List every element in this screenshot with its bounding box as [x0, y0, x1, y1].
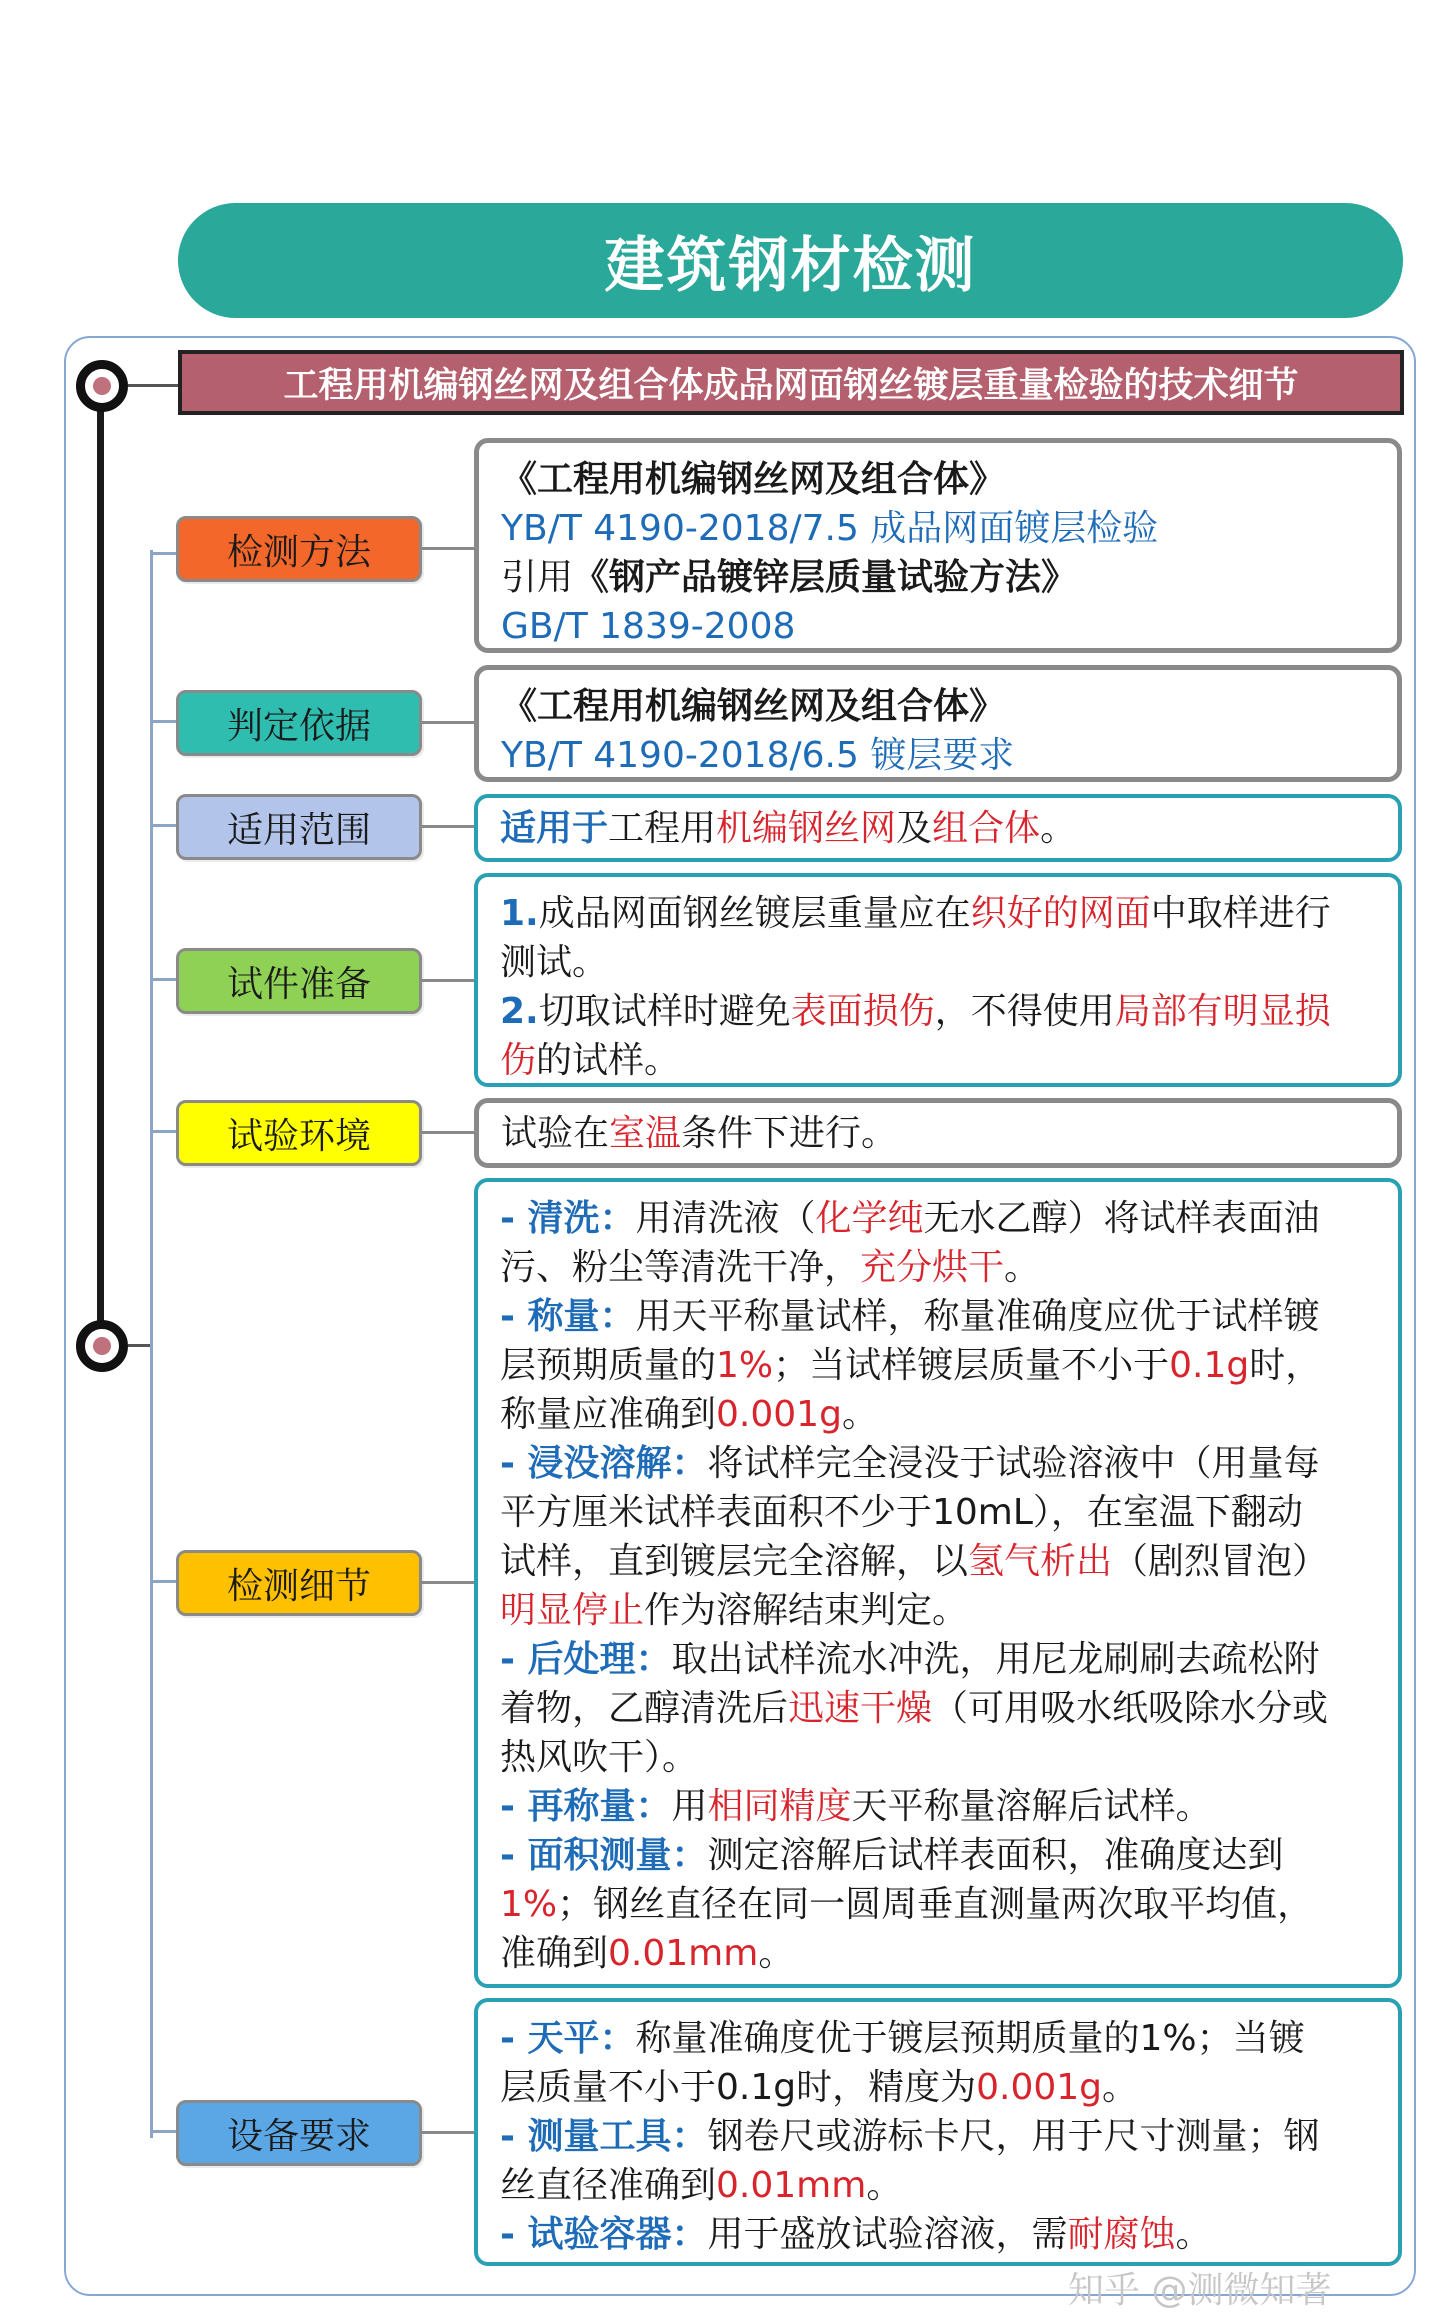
- detail-re-1: [500, 1782, 1380, 1831]
- prep-line-1: [500, 889, 1380, 938]
- prep-b2: 表面损伤: [790, 991, 935, 1032]
- detail-area-t4: 准确到: [500, 1933, 609, 1974]
- equip-bal-t3: 0.001g: [976, 2067, 1103, 2108]
- spine-knob-top: [76, 360, 128, 412]
- equip-bal-t4: 。: [1102, 2067, 1139, 2108]
- page-title: 建筑钢材检测: [604, 230, 977, 301]
- detail-dis-t1: 将试样完全浸没于试验溶液中（用量每: [707, 1443, 1320, 1484]
- detail-dis-1: [500, 1439, 1380, 1488]
- equip-tool-heading: - 测量工具：: [500, 2116, 708, 2157]
- basis-std: 《工程用机编钢丝网及组合体》: [501, 686, 1006, 727]
- scope-p2: 工程用: [608, 808, 717, 849]
- detail-clean-t1: 用清洗液（: [635, 1198, 816, 1239]
- detail-clean-t3: 无水乙醇）将试样表面油: [923, 1198, 1320, 1239]
- equip-tool-1: [500, 2112, 1380, 2161]
- category-basis: [176, 690, 422, 756]
- detail-re-t1: 用: [671, 1786, 708, 1827]
- basis-clause: YB/T 4190-2018/6.5 镀层要求: [501, 735, 1015, 776]
- detail-weigh-t4: ；当试样镀层质量不小于: [773, 1345, 1170, 1386]
- prep-a3: 中取样进行: [1150, 893, 1331, 934]
- detail-area-2: [500, 1880, 1380, 1929]
- detail-post-t4: （可用吸水纸吸除水分或: [932, 1688, 1329, 1729]
- env-box: [474, 1098, 1402, 1168]
- equip-cont-t1: 用于盛放试验溶液，需: [707, 2214, 1068, 2255]
- detail-clean-t4: 污、粉尘等清洗干净，: [500, 1247, 861, 1288]
- detail-dis-t6: 明显停止: [500, 1590, 645, 1631]
- equip-bal-t1: 称量准确度优于镀层预期质量的1%；当镀: [635, 2018, 1305, 2059]
- equip-bal-t2: 层质量不小于0.1g时，精度为: [500, 2067, 977, 2108]
- detail-dis-t3: 试样，直到镀层完全溶解，以: [500, 1541, 969, 1582]
- prep-a2: 织好的网面: [970, 893, 1151, 934]
- category-detail: [176, 1550, 422, 1616]
- equip-cont-t3: 。: [1175, 2214, 1212, 2255]
- detail-clean-t6: 。: [1004, 1247, 1041, 1288]
- method-box: [474, 438, 1402, 653]
- connector-equip: [422, 2131, 474, 2134]
- detail-area-t6: 。: [758, 1933, 795, 1974]
- detail-weigh-t9: 。: [841, 1394, 878, 1435]
- category-env-label: 试验环境: [226, 1115, 371, 1157]
- category-basis-label: 判定依据: [226, 705, 371, 747]
- detail-area-heading: - 面积测量：: [500, 1835, 708, 1876]
- connector-basis: [422, 721, 474, 724]
- detail-dis-heading: - 浸没溶解：: [500, 1443, 708, 1484]
- tree-trunk: [150, 550, 153, 2138]
- connector-method: [422, 547, 474, 550]
- method-std2: 《钢产品镀锌层质量试验方法》: [573, 557, 1078, 598]
- detail-post-t3: 迅速干燥: [788, 1688, 933, 1729]
- detail-dis-t4: 氢气析出: [968, 1541, 1113, 1582]
- equip-cont-1: [500, 2210, 1380, 2259]
- scope-p6: 。: [1040, 808, 1077, 849]
- env-p1: 试验在: [501, 1113, 610, 1154]
- detail-area-t3: ；钢丝直径在同一圆周垂直测量两次取平均值，: [557, 1884, 1314, 1925]
- env-p3: 条件下进行。: [681, 1113, 898, 1154]
- detail-weigh-heading: - 称量：: [500, 1296, 636, 1337]
- prep-b5: 伤: [500, 1040, 537, 1081]
- detail-clean-2: [500, 1243, 1380, 1292]
- spine-knob-bottom: [76, 1320, 128, 1372]
- basis-box: [474, 665, 1402, 782]
- spine-line: [97, 385, 104, 1345]
- branch-scope: [150, 824, 178, 827]
- detail-weigh-1: [500, 1292, 1380, 1341]
- scope-p3: 机编钢丝网: [716, 808, 897, 849]
- scope-box: [474, 794, 1402, 862]
- detail-clean-heading: - 清洗：: [500, 1198, 636, 1239]
- branch-detail: [150, 1580, 178, 1583]
- prep-b6: 的试样。: [536, 1040, 681, 1081]
- detail-area-3: [500, 1929, 1380, 1978]
- env-p2: 室温: [609, 1113, 682, 1154]
- prep-num-2: 2.: [500, 991, 539, 1032]
- category-equip-label: 设备要求: [226, 2115, 371, 2157]
- category-method: [176, 516, 422, 582]
- equip-box: [474, 1998, 1402, 2266]
- prep-b3: ，不得使用: [934, 991, 1115, 1032]
- branch-equip: [150, 2130, 178, 2133]
- detail-area-1: [500, 1831, 1380, 1880]
- watermark: 知乎 @测微知著: [1068, 2270, 1332, 2311]
- detail-clean-t2: 化学纯: [815, 1198, 924, 1239]
- detail-weigh-t3: 1%: [716, 1345, 774, 1386]
- category-env: [176, 1100, 422, 1166]
- detail-weigh-t7: 称量应准确到: [500, 1394, 717, 1435]
- detail-dis-2: 平方厘米试样表面积不少于10mL），在室温下翻动: [500, 1492, 1303, 1533]
- equip-cont-t2: 耐腐蚀: [1067, 2214, 1176, 2255]
- category-scope: [176, 794, 422, 860]
- detail-box: [474, 1178, 1402, 1988]
- env-text: [501, 1109, 1379, 1158]
- equip-tool-t1: 钢卷尺或游标卡尺，用于尺寸测量；钢: [707, 2116, 1320, 2157]
- prep-line-2: 测试。: [500, 942, 609, 983]
- branch-basis: [150, 720, 178, 723]
- detail-post-2: [500, 1684, 1380, 1733]
- prep-a1: 成品网面钢丝镀层重量应在: [538, 893, 971, 934]
- detail-area-t5: 0.01mm: [608, 1933, 759, 1974]
- detail-weigh-t1: 用天平称量试样，称量准确度应优于试样镀: [635, 1296, 1320, 1337]
- detail-re-t3: 天平称量溶解后试样。: [851, 1786, 1212, 1827]
- equip-tool-t4: 。: [866, 2165, 903, 2206]
- category-equip: [176, 2100, 422, 2166]
- detail-area-t2: 1%: [500, 1884, 558, 1925]
- detail-re-t2: 相同精度: [707, 1786, 852, 1827]
- detail-post-t2: 着物，乙醇清洗后: [500, 1688, 789, 1729]
- title-banner: [178, 203, 1403, 318]
- detail-dis-4: [500, 1586, 1380, 1635]
- method-std1: 《工程用机编钢丝网及组合体》: [501, 459, 1006, 500]
- subtitle-bar: [178, 350, 1404, 415]
- detail-weigh-3: [500, 1390, 1380, 1439]
- method-std1-clause: YB/T 4190-2018/7.5 成品网面镀层检验: [501, 508, 1159, 549]
- connector-subtitle: [128, 384, 180, 387]
- detail-dis-t5: （剧烈冒泡）: [1112, 1541, 1329, 1582]
- scope-applies: 适用于: [500, 808, 609, 849]
- detail-weigh-t5: 0.1g: [1169, 1345, 1250, 1386]
- prep-num-1: 1.: [500, 893, 539, 934]
- detail-post-1: [500, 1635, 1380, 1684]
- detail-weigh-t8: 0.001g: [716, 1394, 842, 1435]
- scope-text: [500, 804, 1380, 853]
- branch-method: [150, 552, 178, 555]
- equip-cont-heading: - 试验容器：: [500, 2214, 708, 2255]
- connector-detail: [422, 1581, 474, 1584]
- connector-tree: [128, 1344, 150, 1347]
- branch-env: [150, 1130, 178, 1133]
- category-prep: [176, 948, 422, 1014]
- equip-tool-t2: 丝直径准确到: [500, 2165, 717, 2206]
- prep-line-4: [500, 1036, 1380, 1085]
- branch-prep: [150, 978, 178, 981]
- scope-p4: 及: [896, 808, 933, 849]
- category-method-label: 检测方法: [226, 531, 371, 573]
- detail-weigh-2: [500, 1341, 1380, 1390]
- detail-post-t1: 取出试样流水冲洗，用尼龙刷刷去疏松附: [671, 1639, 1320, 1680]
- category-detail-label: 检测细节: [226, 1565, 371, 1607]
- subtitle-text: 工程用机编钢丝网及组合体成品网面钢丝镀层重量检验的技术细节: [283, 365, 1299, 406]
- category-scope-label: 适用范围: [226, 809, 371, 851]
- detail-re-heading: - 再称量：: [500, 1786, 672, 1827]
- equip-tool-t3: 0.01mm: [716, 2165, 867, 2206]
- equip-bal-1: [500, 2014, 1380, 2063]
- prep-line-3: [500, 987, 1380, 1036]
- connector-env: [422, 1131, 474, 1134]
- detail-weigh-t2: 层预期质量的: [500, 1345, 717, 1386]
- category-prep-label: 试件准备: [226, 963, 371, 1005]
- prep-b1: 切取试样时避免: [538, 991, 791, 1032]
- detail-area-t1: 测定溶解后试样表面积，准确度达到: [707, 1835, 1284, 1876]
- detail-post-heading: - 后处理：: [500, 1639, 672, 1680]
- scope-p5: 组合体: [932, 808, 1041, 849]
- detail-dis-3: [500, 1537, 1380, 1586]
- prep-box: [474, 873, 1402, 1087]
- connector-scope: [422, 825, 474, 828]
- detail-dis-t7: 作为溶解结束判定。: [644, 1590, 969, 1631]
- method-std2-code: GB/T 1839-2008: [501, 606, 796, 647]
- detail-clean-t5: 充分烘干: [860, 1247, 1005, 1288]
- equip-bal-2: [500, 2063, 1380, 2112]
- detail-clean-1: [500, 1194, 1380, 1243]
- prep-b4: 局部有明显损: [1114, 991, 1331, 1032]
- method-cite-line: [501, 553, 1379, 602]
- equip-bal-heading: - 天平：: [500, 2018, 636, 2059]
- detail-post-3: 热风吹干）。: [500, 1737, 699, 1778]
- detail-weigh-t6: 时，: [1249, 1345, 1322, 1386]
- equip-tool-2: [500, 2161, 1380, 2210]
- method-cite-prefix: 引用: [501, 557, 574, 598]
- connector-prep: [422, 979, 474, 982]
